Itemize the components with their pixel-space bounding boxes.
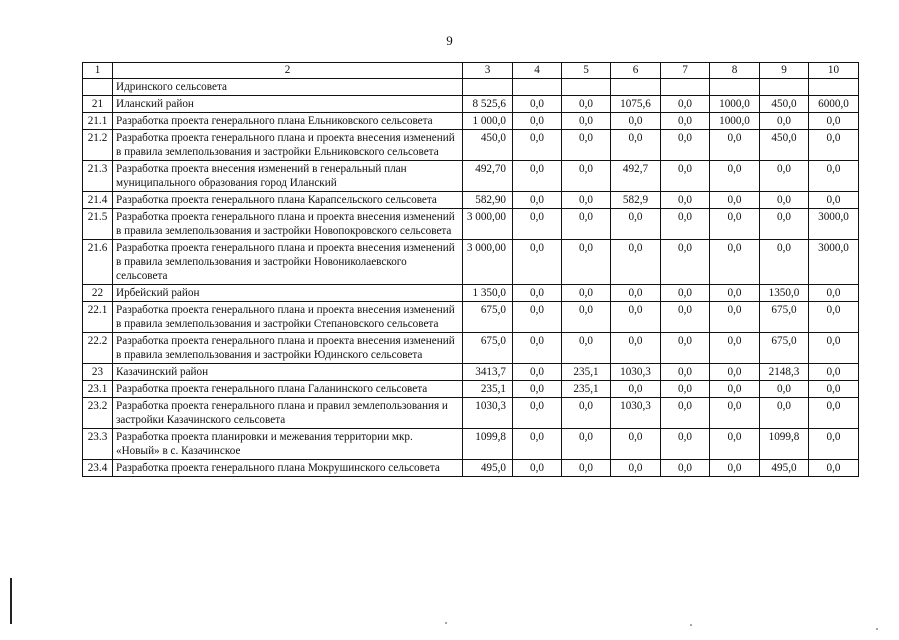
value-cell: 0,0: [562, 113, 611, 130]
total-cell: 235,1: [463, 381, 513, 398]
description-cell: Разработка проекта генерального плана и проекта внесения изменений в правила землепользования и застройки Ельниковского сельсовета: [113, 130, 463, 161]
table-row: [83, 130, 859, 161]
total-cell: 1030,3: [463, 398, 513, 429]
value-cell: 0,0: [513, 96, 562, 113]
value-cell: [710, 79, 760, 96]
value-cell: 0,0: [710, 240, 760, 285]
description-cell: Разработка проекта генерального плана и правил землепользования и застройки Казачинского сельсовета: [113, 398, 463, 429]
value-cell: 0,0: [710, 161, 760, 192]
value-cell: 582,9: [611, 192, 661, 209]
value-cell: 492,7: [611, 161, 661, 192]
row-number-cell: 21.3: [83, 161, 113, 192]
value-cell: 0,0: [562, 302, 611, 333]
value-cell: 0,0: [513, 192, 562, 209]
value-cell: 0,0: [760, 209, 809, 240]
value-cell: 0,0: [562, 460, 611, 477]
value-cell: 0,0: [661, 192, 710, 209]
row-number-cell: 22: [83, 285, 113, 302]
value-cell: 0,0: [611, 302, 661, 333]
value-cell: 0,0: [661, 113, 710, 130]
value-cell: 1030,3: [611, 364, 661, 381]
table-row: [83, 209, 859, 240]
row-number-cell: 21.5: [83, 209, 113, 240]
value-cell: 0,0: [661, 130, 710, 161]
value-cell: 0,0: [562, 429, 611, 460]
table-row: [83, 364, 859, 381]
value-cell: 0,0: [562, 130, 611, 161]
total-cell: 3 000,00: [463, 240, 513, 285]
value-cell: 0,0: [661, 398, 710, 429]
total-cell: 495,0: [463, 460, 513, 477]
table-header-row: [83, 63, 859, 79]
table-row: [83, 460, 859, 477]
value-cell: 0,0: [809, 460, 859, 477]
value-cell: 0,0: [760, 381, 809, 398]
table-row: [83, 192, 859, 209]
value-cell: 0,0: [760, 240, 809, 285]
value-cell: 0,0: [809, 364, 859, 381]
header-cell: 10: [809, 63, 859, 79]
table-row: [83, 161, 859, 192]
value-cell: 450,0: [760, 96, 809, 113]
table-row: [83, 79, 859, 96]
total-cell: 582,90: [463, 192, 513, 209]
description-cell: Ирбейский район: [113, 285, 463, 302]
scan-speck: [445, 622, 447, 624]
header-cell: 3: [463, 63, 513, 79]
value-cell: [611, 79, 661, 96]
description-cell: Разработка проекта генерального плана и проекта внесения изменений в правила землепользования и застройки Юдинского сельсовета: [113, 333, 463, 364]
table-row: [83, 429, 859, 460]
description-cell: Разработка проекта генерального плана и проекта внесения изменений в правила землепользования и застройки Новопокровского сельсовета: [113, 209, 463, 240]
value-cell: 0,0: [513, 398, 562, 429]
value-cell: 6000,0: [809, 96, 859, 113]
value-cell: 0,0: [562, 285, 611, 302]
value-cell: 0,0: [513, 161, 562, 192]
table-row: [83, 240, 859, 285]
value-cell: 675,0: [760, 333, 809, 364]
value-cell: 0,0: [513, 460, 562, 477]
value-cell: 0,0: [661, 240, 710, 285]
row-number-cell: 22.2: [83, 333, 113, 364]
table-row: [83, 113, 859, 130]
value-cell: 0,0: [611, 209, 661, 240]
scan-speck: [876, 628, 878, 630]
value-cell: 0,0: [809, 113, 859, 130]
total-cell: 3 000,00: [463, 209, 513, 240]
value-cell: 0,0: [809, 285, 859, 302]
value-cell: 0,0: [710, 130, 760, 161]
value-cell: 0,0: [661, 364, 710, 381]
total-cell: 8 525,6: [463, 96, 513, 113]
value-cell: 0,0: [809, 381, 859, 398]
header-cell: 7: [661, 63, 710, 79]
table-row: [83, 381, 859, 398]
total-cell: 1099,8: [463, 429, 513, 460]
value-cell: 3000,0: [809, 240, 859, 285]
value-cell: 0,0: [513, 285, 562, 302]
value-cell: 2148,3: [760, 364, 809, 381]
value-cell: 0,0: [760, 192, 809, 209]
value-cell: 0,0: [513, 364, 562, 381]
value-cell: 235,1: [562, 381, 611, 398]
margin-mark: [10, 578, 12, 624]
header-cell: 6: [611, 63, 661, 79]
value-cell: 0,0: [611, 381, 661, 398]
description-cell: Разработка проекта генерального плана Ельниковского сельсовета: [113, 113, 463, 130]
description-cell: Разработка проекта генерального плана Мокрушинского сельсовета: [113, 460, 463, 477]
description-cell: Разработка проекта генерального плана Карапсельского сельсовета: [113, 192, 463, 209]
value-cell: 0,0: [611, 113, 661, 130]
value-cell: [661, 79, 710, 96]
value-cell: 0,0: [710, 364, 760, 381]
total-cell: 3413,7: [463, 364, 513, 381]
row-number-cell: 21.1: [83, 113, 113, 130]
value-cell: 0,0: [661, 161, 710, 192]
value-cell: 0,0: [562, 192, 611, 209]
value-cell: 0,0: [611, 429, 661, 460]
value-cell: 0,0: [710, 302, 760, 333]
description-cell: Разработка проекта генерального плана и проекта внесения изменений в правила землепользования и застройки Степановского сельсовета: [113, 302, 463, 333]
total-cell: 492,70: [463, 161, 513, 192]
value-cell: 0,0: [710, 398, 760, 429]
value-cell: 0,0: [710, 381, 760, 398]
value-cell: 0,0: [760, 398, 809, 429]
value-cell: 0,0: [513, 209, 562, 240]
value-cell: 495,0: [760, 460, 809, 477]
value-cell: 0,0: [809, 302, 859, 333]
value-cell: 0,0: [710, 285, 760, 302]
page-number: 9: [446, 33, 453, 48]
value-cell: 0,0: [710, 192, 760, 209]
table-row: [83, 285, 859, 302]
total-cell: 1 000,0: [463, 113, 513, 130]
value-cell: 0,0: [809, 398, 859, 429]
value-cell: 0,0: [611, 285, 661, 302]
total-cell: [463, 79, 513, 96]
value-cell: 0,0: [611, 460, 661, 477]
description-cell: Разработка проекта генерального плана Галанинского сельсовета: [113, 381, 463, 398]
value-cell: 1350,0: [760, 285, 809, 302]
value-cell: 0,0: [710, 429, 760, 460]
row-number-cell: 22.1: [83, 302, 113, 333]
total-cell: 1 350,0: [463, 285, 513, 302]
table-row: [83, 302, 859, 333]
header-cell: 2: [113, 63, 463, 79]
value-cell: 0,0: [661, 285, 710, 302]
value-cell: [513, 79, 562, 96]
value-cell: 0,0: [661, 333, 710, 364]
value-cell: 0,0: [760, 113, 809, 130]
total-cell: 675,0: [463, 333, 513, 364]
value-cell: [809, 79, 859, 96]
row-number-cell: [83, 79, 113, 96]
value-cell: 0,0: [513, 240, 562, 285]
value-cell: 0,0: [562, 209, 611, 240]
value-cell: 0,0: [562, 161, 611, 192]
value-cell: 0,0: [562, 240, 611, 285]
description-cell: Разработка проекта генерального плана и проекта внесения изменений в правила землепользования и застройки Новониколаевского сельсовета: [113, 240, 463, 285]
value-cell: 0,0: [513, 381, 562, 398]
value-cell: 1000,0: [710, 96, 760, 113]
value-cell: 0,0: [661, 302, 710, 333]
table-body: [83, 63, 859, 477]
row-number-cell: 23.4: [83, 460, 113, 477]
scan-speck: [690, 624, 692, 626]
description-cell: Разработка проекта внесения изменений в генеральный план муниципального образования город Иланский: [113, 161, 463, 192]
value-cell: 235,1: [562, 364, 611, 381]
value-cell: 0,0: [661, 429, 710, 460]
header-cell: 1: [83, 63, 113, 79]
value-cell: 0,0: [562, 333, 611, 364]
value-cell: 0,0: [710, 209, 760, 240]
row-number-cell: 23.2: [83, 398, 113, 429]
value-cell: 0,0: [513, 429, 562, 460]
header-cell: 9: [760, 63, 809, 79]
row-number-cell: 23.3: [83, 429, 113, 460]
value-cell: 1099,8: [760, 429, 809, 460]
value-cell: 0,0: [710, 460, 760, 477]
value-cell: [760, 79, 809, 96]
total-cell: 450,0: [463, 130, 513, 161]
row-number-cell: 23.1: [83, 381, 113, 398]
value-cell: 0,0: [611, 333, 661, 364]
value-cell: 0,0: [513, 130, 562, 161]
row-number-cell: 21.4: [83, 192, 113, 209]
value-cell: 3000,0: [809, 209, 859, 240]
row-number-cell: 23: [83, 364, 113, 381]
value-cell: 0,0: [513, 113, 562, 130]
description-cell: Иланский район: [113, 96, 463, 113]
value-cell: 450,0: [760, 130, 809, 161]
value-cell: 0,0: [809, 161, 859, 192]
value-cell: 0,0: [611, 130, 661, 161]
value-cell: 0,0: [513, 302, 562, 333]
value-cell: 0,0: [710, 333, 760, 364]
header-cell: 8: [710, 63, 760, 79]
description-cell: Казачинский район: [113, 364, 463, 381]
total-cell: 675,0: [463, 302, 513, 333]
value-cell: 0,0: [760, 161, 809, 192]
value-cell: 0,0: [809, 429, 859, 460]
value-cell: 0,0: [661, 381, 710, 398]
value-cell: 1030,3: [611, 398, 661, 429]
description-cell: Разработка проекта планировки и межевания территории мкр. «Новый» в с. Казачинское: [113, 429, 463, 460]
value-cell: 0,0: [809, 130, 859, 161]
value-cell: [562, 79, 611, 96]
value-cell: 0,0: [562, 96, 611, 113]
value-cell: 1075,6: [611, 96, 661, 113]
budget-table: [82, 62, 859, 477]
row-number-cell: 21.6: [83, 240, 113, 285]
value-cell: 0,0: [513, 333, 562, 364]
value-cell: 0,0: [809, 333, 859, 364]
value-cell: 1000,0: [710, 113, 760, 130]
table-row: [83, 96, 859, 113]
row-number-cell: 21.2: [83, 130, 113, 161]
value-cell: 0,0: [809, 192, 859, 209]
description-cell: Идринского сельсовета: [113, 79, 463, 96]
header-cell: 5: [562, 63, 611, 79]
value-cell: 0,0: [661, 96, 710, 113]
table-row: [83, 333, 859, 364]
value-cell: 675,0: [760, 302, 809, 333]
header-cell: 4: [513, 63, 562, 79]
table-row: [83, 398, 859, 429]
row-number-cell: 21: [83, 96, 113, 113]
value-cell: 0,0: [661, 460, 710, 477]
value-cell: 0,0: [562, 398, 611, 429]
value-cell: 0,0: [611, 240, 661, 285]
value-cell: 0,0: [661, 209, 710, 240]
